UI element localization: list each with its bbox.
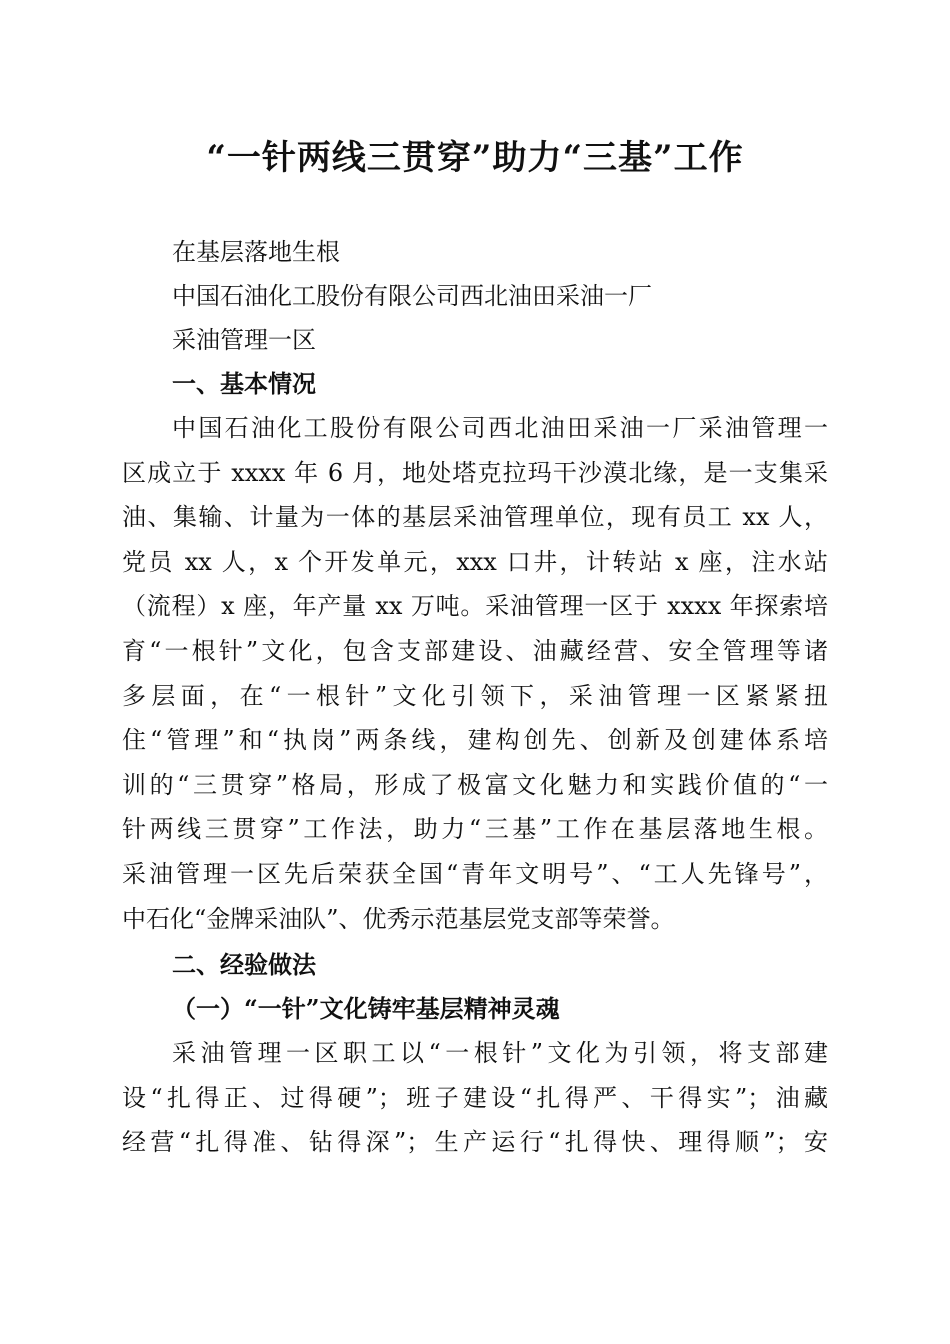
paragraph-line: 党员 xx 人，x 个开发单元，xxx 口井，计转站 x 座，注水站: [122, 547, 828, 576]
subtitle-line: 中国石油化工股份有限公司西北油田采油一厂: [172, 282, 652, 310]
subtitle-line: 在基层落地生根: [172, 238, 340, 266]
paragraph-line: （流程）x 座，年产量 xx 万吨。采油管理一区于 xxxx 年探索培: [122, 592, 828, 621]
paragraph-line: 采油管理一区职工以“一根针”文化为引领，将支部建: [172, 1039, 828, 1068]
section2-paragraph: [122, 1031, 828, 1165]
paragraph-line: 中国石油化工股份有限公司西北油田采油一厂采油管理一: [172, 414, 828, 442]
paragraph-line: 区成立于 xxxx 年 6 月，地处塔克拉玛干沙漠北缘，是一支集采: [122, 458, 828, 487]
section-heading: 一、基本情况: [172, 370, 316, 398]
paragraph-line: 针两线三贯穿”工作法，助力“三基”工作在基层落地生根。: [122, 815, 828, 844]
subsection-heading: （一）“一针”文化铸牢基层精神灵魂: [172, 994, 560, 1024]
paragraph-line: 育“一根针”文化，包含支部建设、油藏经营、安全管理等诸: [122, 636, 828, 665]
section1-paragraph: [122, 406, 828, 941]
paragraph-line: 油、集输、计量为一体的基层采油管理单位，现有员工 xx 人，: [122, 503, 828, 532]
subtitle-line: 采油管理一区: [172, 326, 316, 354]
paragraph-line: 多层面，在“一根针”文化引领下，采油管理一区紧紧扭: [122, 681, 828, 710]
paragraph-line: 经营“扎得准、钻得深”；生产运行“扎得快、理得顺”；安: [122, 1128, 828, 1157]
paragraph-line: 住“管理”和“执岗”两条线，建构创先、创新及创建体系培: [122, 726, 828, 755]
section-heading: 二、经验做法: [172, 951, 316, 980]
paragraph-line: 中石化“金牌采油队”、优秀示范基层党支部等荣誉。: [122, 904, 675, 933]
document-title: “一针两线三贯穿”助力“三基”工作: [206, 138, 744, 178]
paragraph-line: 训的“三贯穿”格局，形成了极富文化魅力和实践价值的“一: [122, 770, 828, 799]
paragraph-line: 设“扎得正、过得硬”；班子建设“扎得严、干得实”；油藏: [122, 1083, 828, 1112]
document-body: [122, 230, 828, 1165]
paragraph-line: 采油管理一区先后荣获全国“青年文明号”、“工人先锋号”，: [122, 859, 828, 888]
